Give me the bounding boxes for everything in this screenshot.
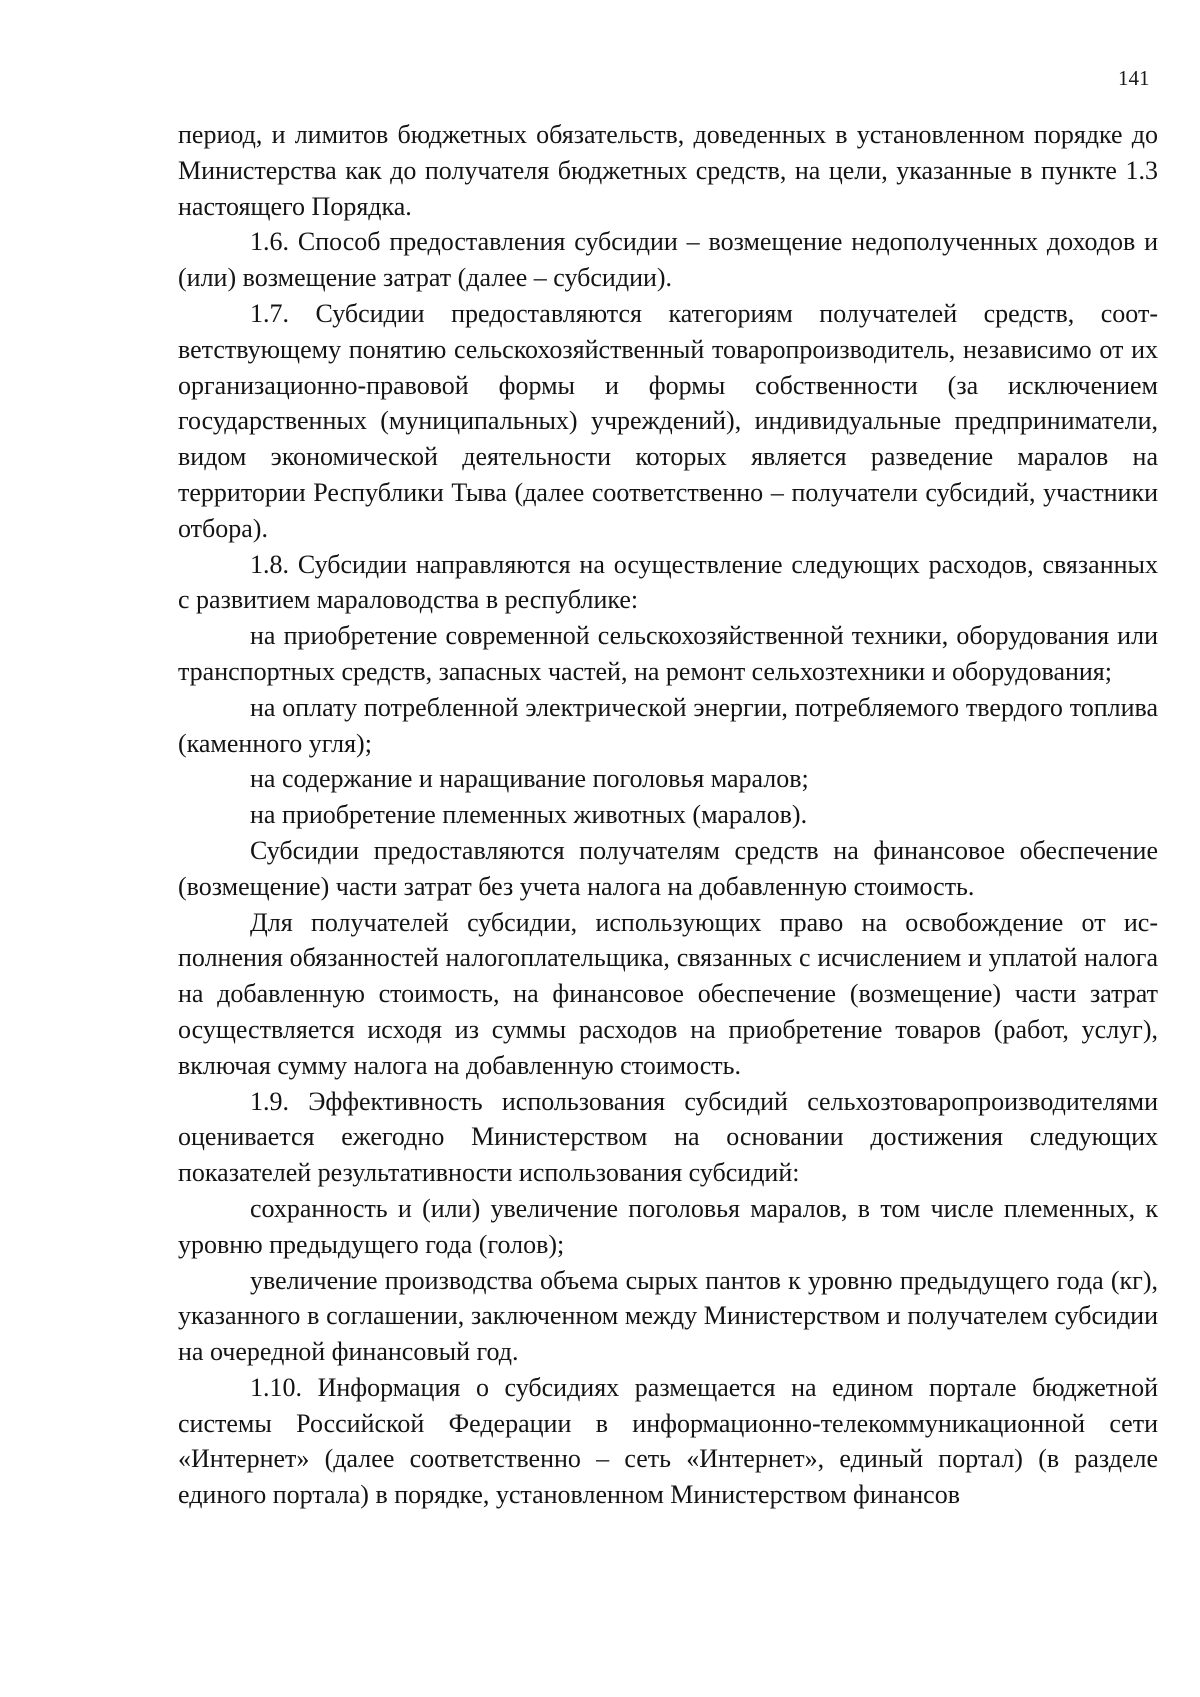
- paragraph-1-8: 1.8. Субсидии направляются на осуществление следующих расходов, связанных с развитием мараловодства в республике:: [178, 549, 1158, 615]
- expense-item-livestock: на содержание и наращивание поголовья маралов;: [250, 764, 809, 794]
- indicator-item-antlers: увеличение производства объема сырых пантов к уровню предыдущего года (кг), указанного в соглашении, заключенном между Министерством и получателем субсидии на очередной финансовый год.: [178, 1265, 1158, 1367]
- paragraph-1-9: 1.9. Эффективность использования субсидий сельхозтоваропроизводителями оценивается ежегодно Министерством на основании достижения следующих показателей результативности использования субсидий:: [178, 1086, 1158, 1188]
- page-number: 141: [1118, 66, 1150, 90]
- paragraph-vat-exclusion: Субсидии предоставляются получателям средств на финансовое обеспечение (возмещение) части затрат без учета налога на добавленную стоимость.: [178, 835, 1158, 901]
- expense-item-energy: на оплату потребленной электрической энергии, потребляемого твердого топлива (каменного угля);: [178, 692, 1158, 758]
- expense-item-equipment: на приобретение современной сельскохозяйственной техники, оборудования или транспортных средств, запасных частей, на ремонт сельхозтехники и оборудования;: [178, 621, 1158, 686]
- indicator-item-herd: сохранность и (или) увеличение поголовья маралов, в том числе племенных, к уровню предыдущего года (голов);: [178, 1193, 1158, 1259]
- paragraph-1-6: 1.6. Способ предоставления субсидии – возмещение недополученных доходов и (или) возмещение затрат (далее – субсидии).: [178, 227, 1158, 293]
- expense-item-breeding: на приобретение племенных животных (маралов).: [250, 800, 808, 830]
- document-body: [178, 117, 1158, 1513]
- paragraph-vat-exemption: Для получателей субсидии, использующих право на освобождение от исполнения обязанностей налогоплательщика, связанных с исчислением и уплатой налога на добавленную стоимость, на финансовое обеспечение (возмещение) части затрат осуществляется исходя из суммы расходов на приобретение товаров (работ, услуг), включая сумму налога на добавленную стоимость.: [178, 907, 1158, 1080]
- paragraph-1-10: 1.10. Информация о субсидиях размещается на едином портале бюджетной системы Российской Федерации в информационно-телекоммуникационной сети «Интернет» (далее соответственно – сеть «Интернет», единый портал) (в разделе единого портала) в порядке, установленном Министерством финансов: [178, 1372, 1158, 1510]
- paragraph-continuation: период, и лимитов бюджетных обязательств, доведенных в установленном порядке до Министерства как до получателя бюджетных средств, на цели, указанные в пункте 1.3 настоящего Порядка.: [178, 120, 1158, 221]
- paragraph-1-7: 1.7. Субсидии предоставляются категориям получателей средств, соответствующему понятию сельскохозяйственный товаропроизводитель, независимо от их организационно-правовой формы и формы собственности (за исключением государственных (муниципальных) учреждений), индивидуальные предприниматели, видом экономической деятельности которых является разведение маралов на территории Республики Тыва (далее соответственно – получатели субсидий, участники отбора).: [178, 298, 1158, 543]
